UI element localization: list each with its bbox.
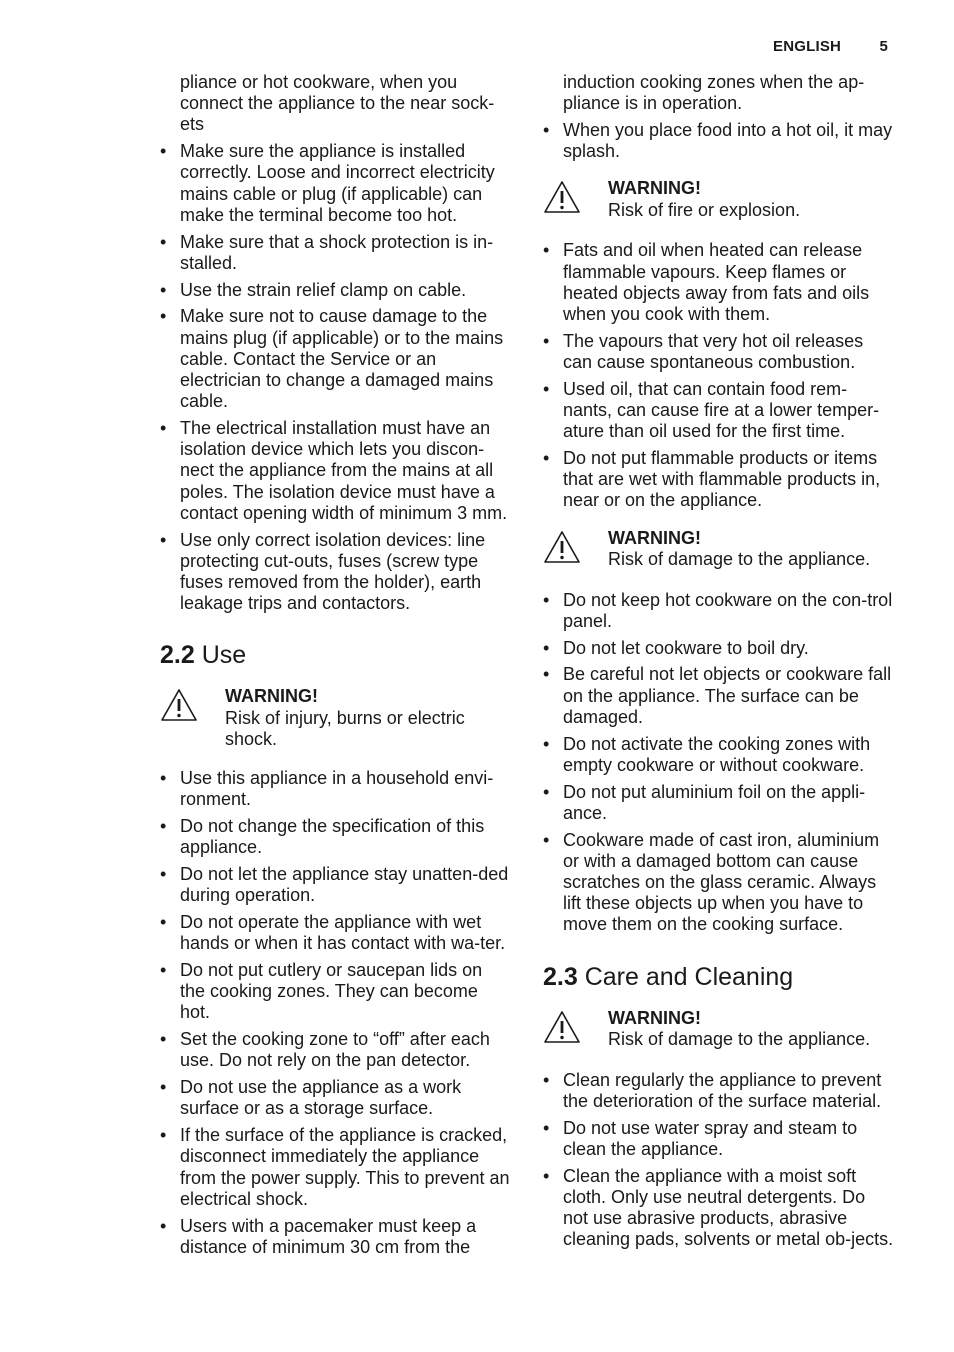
list-item: • Be careful not let objects or cookware fall on the appliance. The surface can be damaged. [543, 664, 895, 728]
list-item: • When you place food into a hot oil, it may splash. [543, 120, 895, 162]
warning-box [543, 1008, 895, 1052]
left-column [160, 72, 512, 1258]
list-item: • The vapours that very hot oil releases can cause spontaneous combustion. [543, 331, 895, 373]
warning-text: Risk of damage to the appliance. [608, 1028, 871, 1049]
section-heading-use [160, 640, 512, 670]
list-item: • Set the cooking zone to “off” after each use. Do not rely on the pan detector. [160, 1029, 512, 1071]
section-number: 2.3 [543, 962, 578, 991]
list-item: • Use only correct isolation devices: line protecting cut-outs, fuses (screw type fuses removed from the holder), earth leakage trips and contactors. [160, 530, 512, 615]
list-item: • If the surface of the appliance is cracked, disconnect immediately the appliance from the power supply. This to prevent an electrical shock. [160, 1125, 512, 1210]
warning-title: WARNING! [608, 1007, 701, 1028]
bullet-list [543, 240, 895, 511]
list-item: • Use this appliance in a household envi-ronment. [160, 768, 512, 810]
list-item: • Fats and oil when heated can release flammable vapours. Keep flames or heated objects away from fats and oils when you cook with them. [543, 240, 895, 325]
list-item: • Users with a pacemaker must keep a distance of minimum 30 cm from the [160, 1216, 512, 1258]
section-title: Care and Cleaning [584, 962, 794, 991]
list-item: • Do not put cutlery or saucepan lids on the cooking zones. They can become hot. [160, 960, 512, 1024]
page-header [773, 38, 888, 55]
bullet-list [543, 120, 895, 162]
list-item: • Used oil, that can contain food rem-nants, can cause fire at a lower temper-ature than oil used for the first time. [543, 379, 895, 443]
bullet-list [543, 590, 895, 936]
warning-triangle-icon [543, 1010, 581, 1044]
list-item: • Do not activate the cooking zones with empty cookware or without cookware. [543, 734, 895, 776]
list-item: • Use the strain relief clamp on cable. [160, 280, 512, 301]
continued-text: pliance or hot cookware, when you connect the appliance to the near sock-ets [180, 72, 495, 135]
section-number: 2.2 [160, 641, 195, 670]
bullet-list [160, 141, 512, 614]
list-item: • Make sure not to cause damage to the mains plug (if applicable) or to the mains cable. Contact the Service or an electrician to change a damaged mains cable. [160, 306, 512, 412]
warning-triangle-icon [543, 180, 581, 214]
continued-text: induction cooking zones when the ap-pliance is in operation. [563, 72, 865, 114]
list-item: • Do not put flammable products or items that are wet with flammable products in, near or on the appliance. [543, 448, 895, 512]
list-item: • Clean the appliance with a moist soft cloth. Only use neutral detergents. Do not use abrasive products, abrasive cleaning pads, solvents or metal ob-jects. [543, 1166, 895, 1251]
warning-box [160, 686, 512, 750]
list-item: • The electrical installation must have an isolation device which lets you discon-nect the appliance from the mains at all poles. The isolation device must have a contact opening width of minimum 3 mm. [160, 418, 512, 524]
list-item: • Clean regularly the appliance to prevent the deterioration of the surface material. [543, 1070, 895, 1112]
list-item: • Do not change the specification of this appliance. [160, 816, 512, 858]
warning-triangle-icon [543, 530, 581, 564]
list-item: • Cookware made of cast iron, aluminium or with a damaged bottom can cause scratches on the glass ceramic. Always lift these objects up when you have to move them on the cooking surface. [543, 830, 895, 936]
warning-box [543, 178, 895, 222]
page-number: 5 [879, 38, 888, 55]
warning-triangle-icon [160, 688, 198, 722]
warning-title: WARNING! [608, 178, 701, 199]
warning-text: Risk of damage to the appliance. [608, 548, 871, 569]
list-item: • Do not put aluminium foil on the appli-ance. [543, 782, 895, 824]
list-item: • Make sure that a shock protection is in-stalled. [160, 232, 512, 274]
section-title: Use [201, 641, 247, 670]
bullet-list [160, 768, 512, 1258]
list-item: • Make sure the appliance is installed correctly. Loose and incorrect electricity mains cable or plug (if applicable) can make the terminal become too hot. [160, 141, 512, 226]
warning-text: Risk of fire or explosion. [608, 199, 801, 220]
list-item: • Do not use the appliance as a work surface or as a storage surface. [160, 1077, 512, 1119]
list-item: • Do not operate the appliance with wet hands or when it has contact with wa-ter. [160, 912, 512, 954]
list-item: • Do not keep hot cookware on the con-trol panel. [543, 590, 895, 632]
warning-title: WARNING! [608, 527, 701, 548]
right-column [543, 72, 895, 1250]
list-item: • Do not let cookware to boil dry. [543, 638, 895, 659]
warning-title: WARNING! [225, 686, 318, 707]
section-heading-care [543, 962, 895, 992]
bullet-list [543, 1070, 895, 1251]
warning-text: Risk of injury, burns or electric shock. [225, 707, 465, 749]
warning-box [543, 528, 895, 572]
list-item: • Do not use water spray and steam to clean the appliance. [543, 1118, 895, 1160]
language-label: ENGLISH [773, 38, 842, 55]
list-item: • Do not let the appliance stay unatten-ded during operation. [160, 864, 512, 906]
